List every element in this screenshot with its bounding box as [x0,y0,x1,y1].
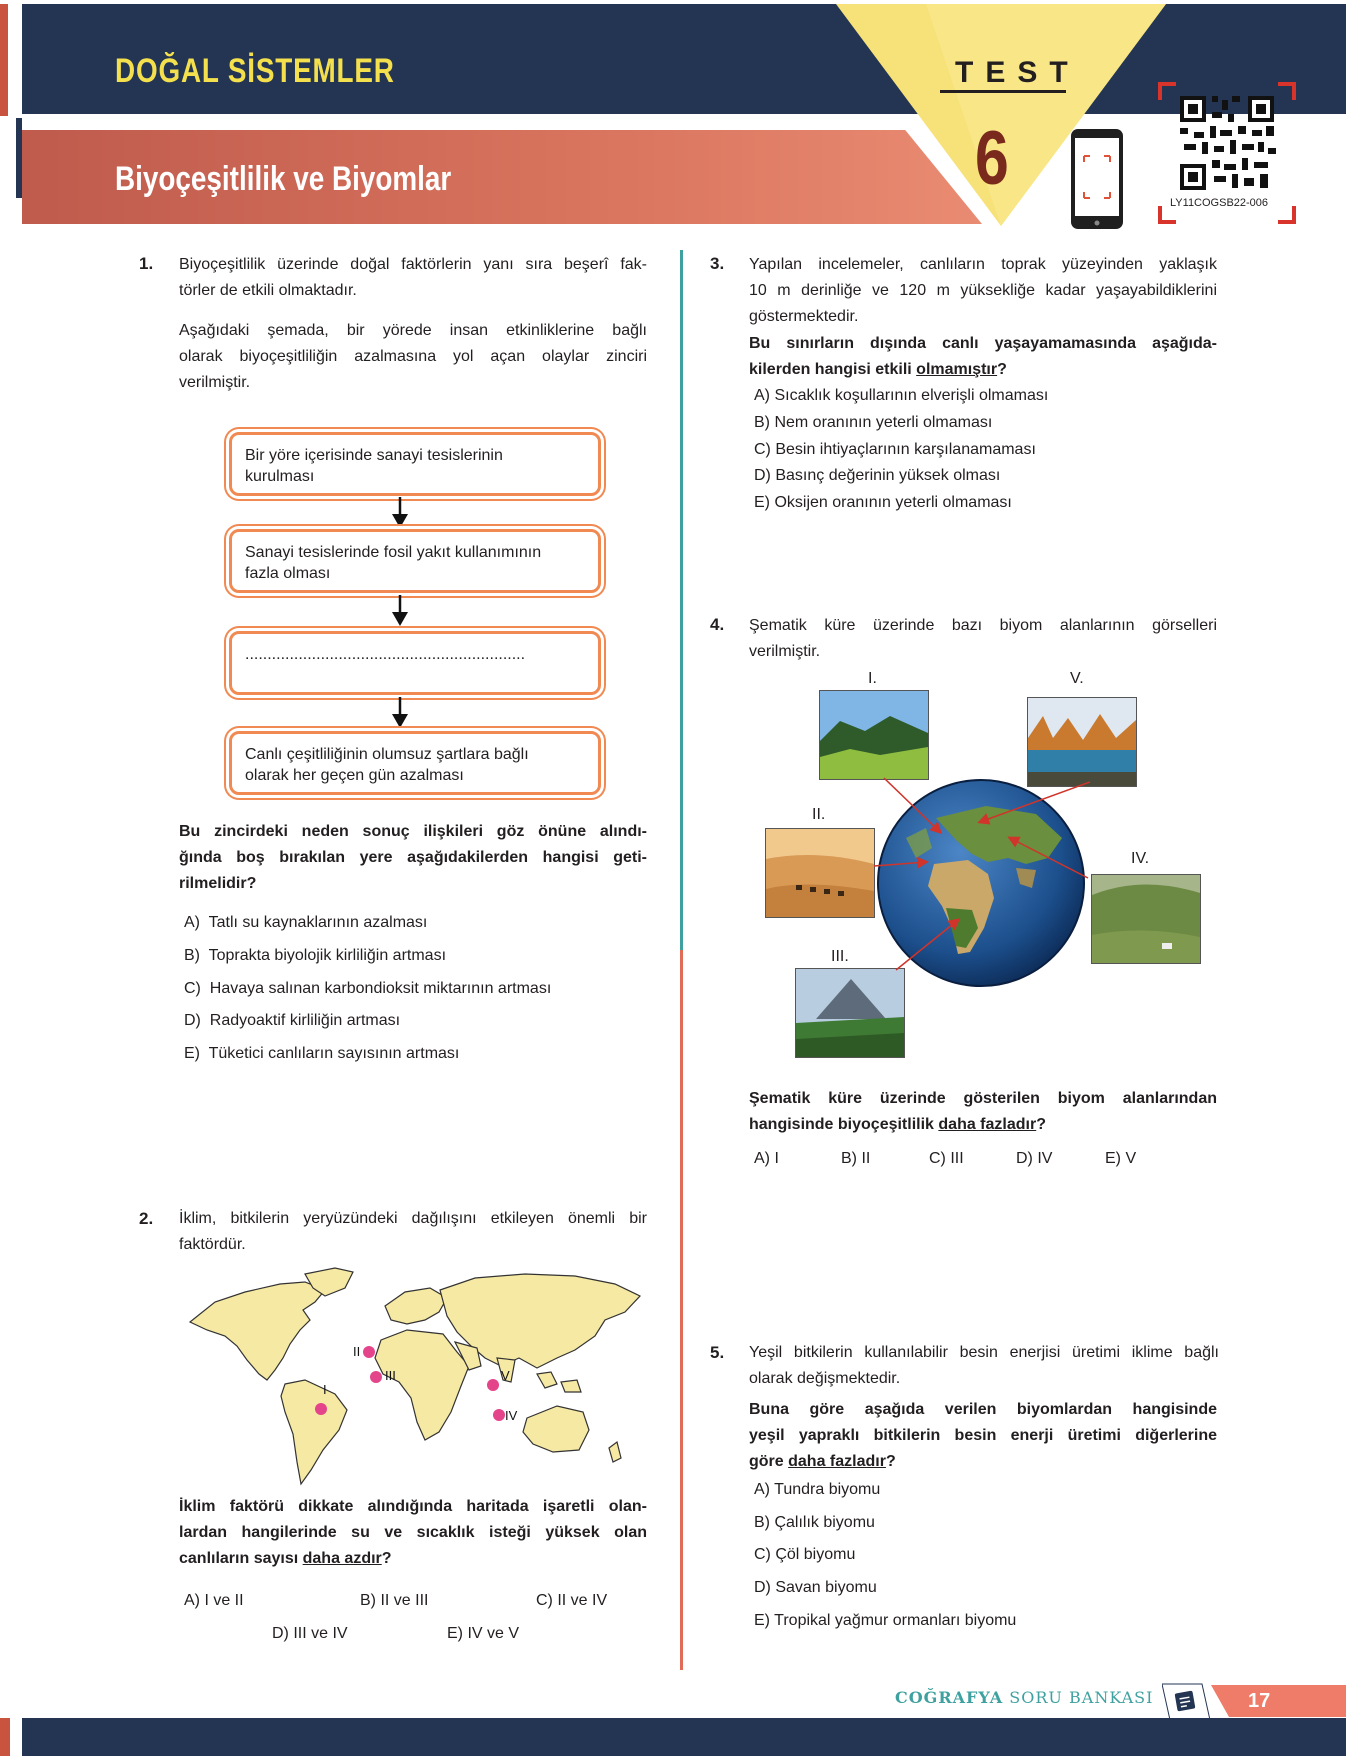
q1-intro-line2: törler de etkili olmaktadır. [179,282,357,299]
q2-intro-line1: İklim, bitkilerin yeryüzündeki dağılışını etkileyen önemli bir [179,1210,647,1227]
footer-left-stripe [0,1718,10,1756]
flow-arrow-down-icon [390,697,410,729]
map-marker-iii [370,1371,382,1383]
header-left-stripe [0,4,8,116]
test-number: 6 [975,116,1009,201]
q2-option-c[interactable]: C) II ve IV [536,1592,608,1609]
map-marker-iv [493,1409,505,1421]
q5-intro-line1: Yeşil bitkilerin kullanılabilir besin enerjisi üretimi iklime bağlı [749,1344,1219,1361]
q4-option-b[interactable]: B) II [841,1150,871,1167]
flow-box-4 [229,731,601,795]
q1-option-c[interactable]: C) Havaya salınan karbondioksit miktarının artması [184,980,552,997]
photo-label-v: V. [1070,670,1084,687]
q1-option-b[interactable]: B) Toprakta biyolojik kirliliğin artması [184,947,447,964]
photo-iv-steppe-hills [1091,874,1201,964]
photo-label-i: I. [868,670,877,687]
photo-ii-desert-camels [765,828,875,918]
footer-brand: COĞRAFYA SORU BANKASI [895,1688,1154,1707]
q1-paragraph-line3: verilmiştir. [179,374,251,391]
map-marker-v [487,1379,499,1391]
q4-option-e[interactable]: E) V [1105,1150,1137,1167]
q5-stem-line1: Buna göre aşağıda verilen biyomlardan hangisinde [749,1401,1217,1418]
q2-stem-line3: canlıların sayısı daha azdır? [179,1550,392,1567]
q5-option-b[interactable]: B) Çalılık biyomu [754,1514,875,1531]
map-marker-i [315,1403,327,1415]
q1-paragraph-line1: Aşağıdaki şemada, bir yörede insan etkinliklerine bağlı [179,322,647,339]
flow-box-4-line1: Canlı çeşitliliğinin olumsuz şartlara bağlı [245,746,529,763]
flow-box-2 [229,529,601,593]
test-label: TEST [955,56,1080,89]
q5-intro-line2: olarak değişmektedir. [749,1370,901,1387]
q3-stem-line1: Bu sınırların dışında canlı yaşayamamasında aşağıda- [749,335,1217,352]
q4-intro-line2: verilmiştir. [749,643,821,660]
photo-label-ii: II. [812,806,826,823]
flow-box-2-line2: fazla olması [245,565,331,582]
flow-box-1-line2: kurulması [245,468,315,485]
q4-option-a[interactable]: A) I [754,1150,779,1167]
q2-option-d[interactable]: D) III ve IV [272,1625,348,1642]
q4-intro-line1: Şematik küre üzerinde bazı biyom alanlarının görselleri [749,617,1217,634]
q2-stem-line2: lardan hangilerinde su ve sıcaklık isteği yüksek olan [179,1524,647,1541]
q4-number: 4. [710,615,725,634]
q1-stem-line2: ğında boş bırakılan yere aşağıdakilerden hangisi geti- [179,849,647,866]
q4-option-d[interactable]: D) IV [1016,1150,1053,1167]
q3-option-e[interactable]: E) Oksijen oranının yeterli olmaması [754,494,1012,511]
header-left-accent [16,118,22,198]
q5-option-e[interactable]: E) Tropikal yağmur ormanları biyomu [754,1612,1017,1629]
test-label-underline [940,90,1066,93]
q1-stem-line1: Bu zincirdeki neden sonuç ilişkileri göz önüne alındı- [179,823,647,840]
unit-title: DOĞAL SİSTEMLER [115,52,395,90]
map-label-i: I [323,1382,327,1397]
q1-option-d[interactable]: D) Radyoaktif kirliliğin artması [184,1012,401,1029]
q5-stem-line3: göre daha fazladır? [749,1453,896,1470]
footer-page-tab [1196,1685,1346,1717]
q2-option-e[interactable]: E) IV ve V [447,1625,520,1642]
page-number: 17 [1248,1690,1271,1712]
q3-number: 3. [710,254,725,273]
world-map [185,1262,645,1490]
column-divider-top [680,250,683,950]
q5-stem-line2: yeşil yapraklı bitkilerin besin enerji üretimi diğerlerine [749,1427,1217,1444]
q3-stem-line2: kilerden hangisi etkili olmamıştır? [749,361,1007,378]
q3-option-b[interactable]: B) Nem oranının yeterli olmaması [754,414,993,431]
photo-i-forest-meadow [819,690,929,780]
flow-box-1 [229,432,601,496]
map-label-v: V [501,1368,510,1383]
q2-option-a[interactable]: A) I ve II [184,1592,244,1609]
topic-title: Biyoçeşitlilik ve Biyomlar [115,160,452,198]
q2-number: 2. [139,1209,154,1228]
q1-stem-line3: rilmelidir? [179,875,257,892]
qr-code-id: LY11COGSB22-006 [1170,197,1269,209]
q3-intro-line1: Yapılan incelemeler, canlıların toprak yüzeyinden yaklaşık [749,256,1217,273]
map-marker-ii [363,1346,375,1358]
q1-paragraph-line2: olarak biyoçeşitliliğin azalmasına yol açan olaylar zinciri [179,348,647,365]
map-label-iii: III [385,1368,396,1383]
flow-arrow-down-icon [390,497,410,529]
q5-option-a[interactable]: A) Tundra biyomu [754,1481,881,1498]
flow-box-blank [229,631,601,695]
q5-number: 5. [710,1343,725,1362]
q2-option-b[interactable]: B) II ve III [360,1592,429,1609]
q2-intro-line2: faktördür. [179,1236,246,1253]
flow-arrow-down-icon [390,595,410,627]
q4-stem-line1: Şematik küre üzerinde gösterilen biyom alanlarından [749,1090,1217,1107]
flow-box-4-line2: olarak her geçen gün azalması [245,767,464,784]
q5-option-c[interactable]: C) Çöl biyomu [754,1546,856,1563]
flow-box-2-line1: Sanayi tesislerinde fosil yakıt kullanımının [245,544,542,561]
q4-stem-line2: hangisinde biyoçeşitlilik daha fazladır? [749,1116,1046,1133]
phone-icon [1070,128,1124,230]
column-divider-bottom [680,950,683,1670]
q3-intro-line3: göstermektedir. [749,308,859,325]
q3-option-c[interactable]: C) Besin ihtiyaçlarının karşılanamaması [754,441,1036,458]
q2-stem-line1: İklim faktörü dikkate alındığında haritada işaretli olan- [179,1498,647,1515]
map-label-iv: IV [505,1408,518,1423]
map-label-ii: II [353,1344,361,1359]
photo-label-iii: III. [831,948,849,965]
q5-option-d[interactable]: D) Savan biyomu [754,1579,877,1596]
q1-option-e[interactable]: E) Tüketici canlıların sayısının artması [184,1045,460,1062]
footer-bar [22,1718,1346,1756]
q4-option-c[interactable]: C) III [929,1150,964,1167]
photo-label-iv: IV. [1131,850,1150,867]
q1-option-a[interactable]: A) Tatlı su kaynaklarının azalması [184,914,428,931]
flow-box-blank-dots: ............................................................... [245,646,526,663]
q1-number: 1. [139,254,154,273]
q3-intro-line2: 10 m derinliğe ve 120 m yüksekliğe kadar yaşayabildiklerini [749,282,1217,299]
globe-pointer-arrows [870,770,1090,990]
q3-option-a[interactable]: A) Sıcaklık koşullarının elverişli olmaması [754,387,1049,404]
q1-intro-line1: Biyoçeşitlilik üzerinde doğal faktörlerin yanı sıra beşerî fak- [179,256,647,273]
flow-box-1-line1: Bir yöre içerisinde sanayi tesislerinin [245,447,503,464]
q3-option-d[interactable]: D) Basınç değerinin yüksek olması [754,467,1001,484]
